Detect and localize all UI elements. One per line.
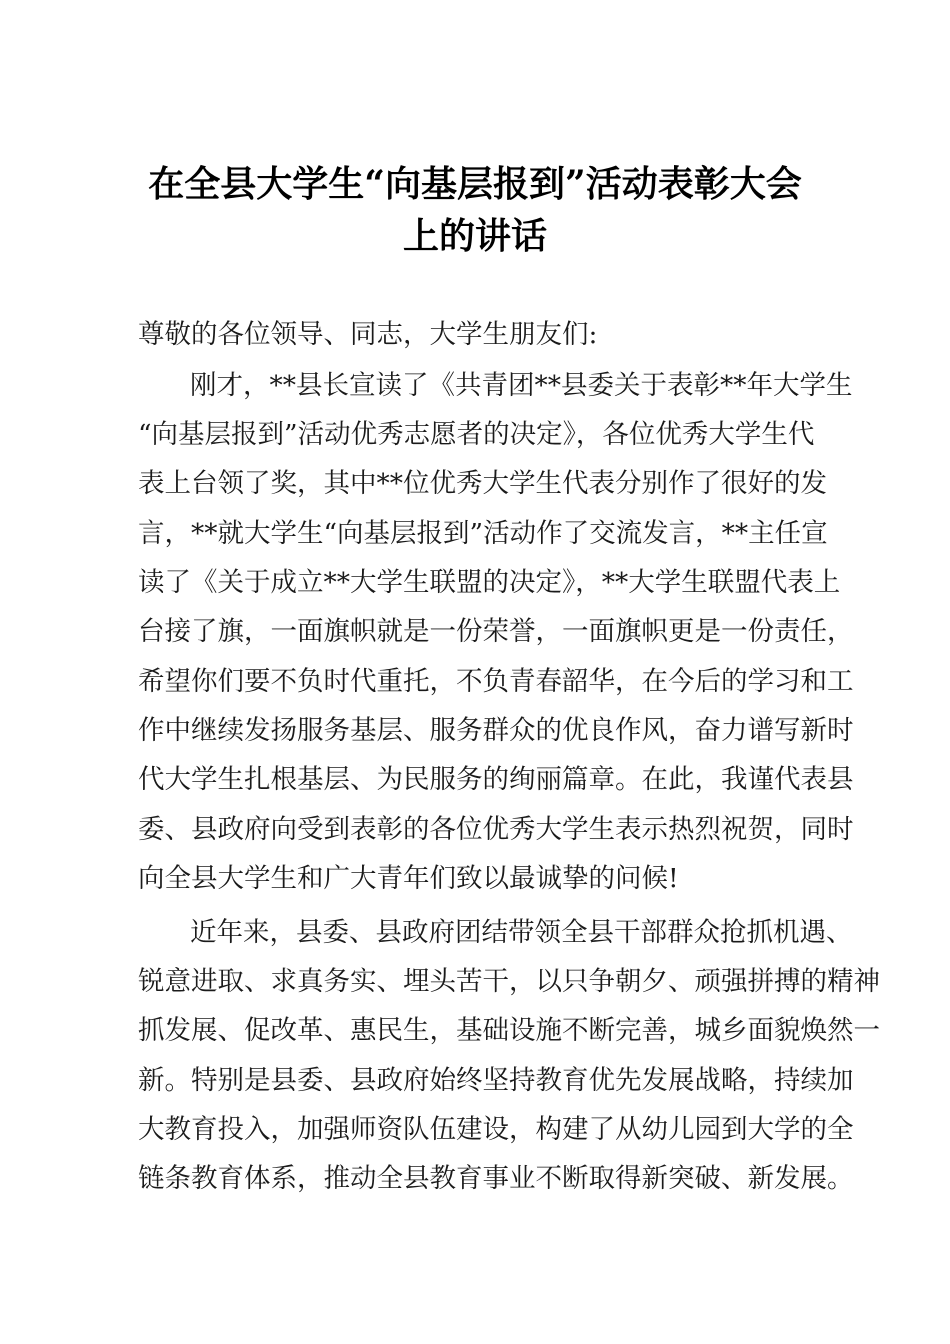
paragraph-line: 新。特别是县委、县政府始终坚持教育优先发展战略，持续加 [138, 1065, 854, 1096]
paragraph-line: 近年来，县委、县政府团结带领全县干部群众抢抓机遇、 [190, 917, 853, 948]
paragraph-line: 代大学生扎根基层、为民服务的绚丽篇章。在此，我谨代表县 [138, 764, 854, 795]
paragraph-line: 作中继续发扬服务基层、服务群众的优良作风，奋力谱写新时 [138, 715, 854, 746]
document-title [120, 158, 830, 262]
paragraph-line: 言，**就大学生“向基层报到”活动作了交流发言，**主任宣 [138, 518, 828, 549]
paragraph-line: 希望你们要不负时代重托，不负青春韶华，在今后的学习和工 [138, 666, 854, 697]
title-line-2: 上的讲话 [402, 215, 547, 257]
paragraph-line: 读了《关于成立**大学生联盟的决定》，**大学生联盟代表上 [138, 567, 841, 598]
paragraph-line: 大教育投入，加强师资队伍建设，构建了从幼儿园到大学的全 [138, 1114, 854, 1145]
paragraph-line: 锐意进取、求真务实、埋头苦干，以只争朝夕、顽强拼搏的精神 [138, 966, 880, 997]
paragraph-line: 表上台领了奖，其中**位优秀大学生代表分别作了很好的发 [138, 468, 827, 499]
paragraph-line: 抓发展、促改革、惠民生，基础设施不断完善，城乡面貌焕然一 [138, 1015, 880, 1046]
paragraph-line: 刚才，**县长宣读了《共青团**县委关于表彰**年大学生 [190, 370, 853, 401]
salutation: 尊敬的各位领导、同志，大学生朋友们: [138, 319, 598, 350]
paragraph-line: 委、县政府向受到表彰的各位优秀大学生表示热烈祝贺，同时 [138, 814, 854, 845]
paragraph-line: 台接了旗，一面旗帜就是一份荣誉，一面旗帜更是一份责任， [138, 616, 854, 647]
paragraph-line: “向基层报到”活动优秀志愿者的决定》，各位优秀大学生代 [138, 419, 815, 450]
paragraph-line: 链条教育体系，推动全县教育事业不断取得新突破、新发展。 [138, 1163, 854, 1194]
title-line-1: 在全县大学生“向基层报到”活动表彰大会 [148, 163, 802, 205]
paragraph-line: 向全县大学生和广大青年们致以最诚挚的问候! [138, 863, 679, 894]
